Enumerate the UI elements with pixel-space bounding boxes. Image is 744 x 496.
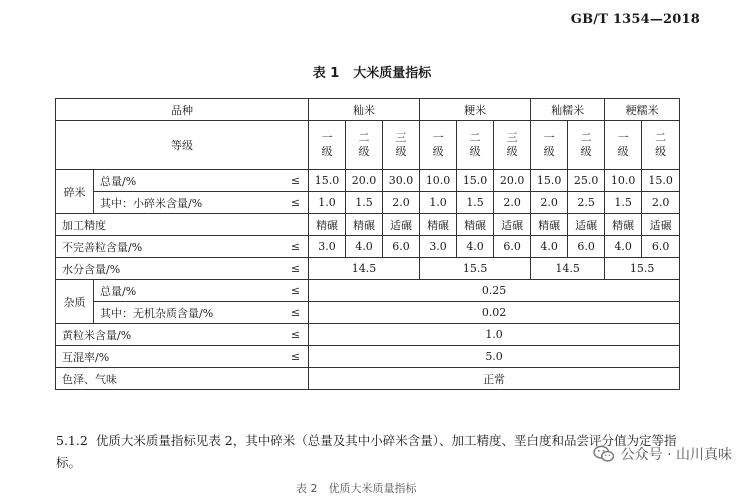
table-cell: 4.0 (457, 236, 494, 258)
wechat-icon (593, 445, 615, 463)
grade-cell: 三 级 (494, 121, 531, 170)
grade-label: 等级 (56, 121, 309, 170)
broken-total-row (56, 170, 680, 192)
table-cell: 4.0 (605, 236, 642, 258)
grade-cell: 一 级 (420, 121, 457, 170)
impurity-total-label: 总量/% (94, 280, 272, 302)
table-cell: 6.0 (642, 236, 680, 258)
variety-label: 品种 (56, 99, 309, 121)
table-cell: 2.0 (642, 192, 680, 214)
table-cell: 精碾 (457, 214, 494, 236)
variety-japonica-glutinous: 粳糯米 (605, 99, 680, 121)
impurity-total-row (56, 280, 680, 302)
watermark-text: 公众号 · 山川真味 (620, 447, 732, 463)
rice-quality-table (55, 98, 680, 390)
table-cell: 5.0 (309, 346, 680, 368)
table-cell: 2.0 (383, 192, 420, 214)
table-cell: 14.5 (531, 258, 605, 280)
table-cell: 4.0 (346, 236, 383, 258)
table-cell: 14.5 (309, 258, 420, 280)
table-number: 表 1 (312, 66, 340, 81)
table-cell: 精碾 (309, 214, 346, 236)
table-cell: 15.0 (457, 170, 494, 192)
table-cell: 精碾 (605, 214, 642, 236)
table-cell: 10.0 (605, 170, 642, 192)
grade-cell: 二 级 (346, 121, 383, 170)
variety-row (56, 99, 680, 121)
variety-indica-glutinous: 籼糯米 (531, 99, 605, 121)
le-symbol: ≤ (272, 236, 309, 258)
table-cell: 2.0 (531, 192, 568, 214)
grade-cell: 一 级 (531, 121, 568, 170)
table-cell: 1.0 (309, 192, 346, 214)
le-symbol: ≤ (272, 324, 309, 346)
table-cell: 精碾 (346, 214, 383, 236)
mixed-row (56, 346, 680, 368)
le-symbol: ≤ (272, 258, 309, 280)
table-cell: 4.0 (531, 236, 568, 258)
table-cell: 适碾 (494, 214, 531, 236)
le-symbol: ≤ (272, 346, 309, 368)
table-cell: 6.0 (494, 236, 531, 258)
grade-cell: 一 级 (309, 121, 346, 170)
table-cell: 正常 (309, 368, 680, 390)
milling-label: 加工精度 (56, 214, 309, 236)
grade-row (56, 121, 680, 170)
le-symbol: ≤ (272, 302, 309, 324)
broken-small-row (56, 192, 680, 214)
table-cell: 0.25 (309, 280, 680, 302)
section-number: 5.1.2 (56, 433, 88, 448)
table-cell: 15.5 (420, 258, 531, 280)
table-cell: 1.5 (605, 192, 642, 214)
yellow-row (56, 324, 680, 346)
moisture-row (56, 258, 680, 280)
section-text: 优质大米质量指标见表 2，其中碎米（总量及其中小碎米含量）、加工精度、垩白度和品尝评分值为定等指标。 (56, 433, 677, 470)
le-symbol: ≤ (272, 192, 309, 214)
table-cell: 20.0 (346, 170, 383, 192)
next-table-title-fragment: 表 2 优质大米质量指标 (296, 482, 417, 495)
table-cell: 30.0 (383, 170, 420, 192)
table-cell: 2.5 (568, 192, 605, 214)
impurity-inorganic-row (56, 302, 680, 324)
table-cell: 6.0 (568, 236, 605, 258)
grade-cell: 二 级 (642, 121, 680, 170)
table-cell: 1.5 (457, 192, 494, 214)
table-cell: 20.0 (494, 170, 531, 192)
imperfect-row (56, 236, 680, 258)
impurity-inorganic-label: 其中：无机杂质含量/% (94, 302, 272, 324)
table-cell: 精碾 (420, 214, 457, 236)
table-cell: 3.0 (420, 236, 457, 258)
table-cell: 15.0 (309, 170, 346, 192)
grade-cell: 二 级 (568, 121, 605, 170)
milling-row (56, 214, 680, 236)
color-row (56, 368, 680, 390)
table-cell: 1.0 (420, 192, 457, 214)
yellow-label: 黄粒米含量/% (56, 324, 272, 346)
table-cell: 适碾 (642, 214, 680, 236)
grade-cell: 二 级 (457, 121, 494, 170)
table-title-text: 大米质量指标 (353, 66, 432, 81)
broken-group-label: 碎米 (56, 170, 94, 214)
imperfect-label: 不完善粒含量/% (56, 236, 272, 258)
le-symbol: ≤ (272, 170, 309, 192)
impurity-group-label: 杂质 (56, 280, 94, 324)
table-cell: 适碾 (568, 214, 605, 236)
grade-cell: 三 级 (383, 121, 420, 170)
broken-small-label: 其中：小碎米含量/% (94, 192, 272, 214)
grade-cell: 一 级 (605, 121, 642, 170)
moisture-label: 水分含量/% (56, 258, 272, 280)
table-cell: 精碾 (531, 214, 568, 236)
standard-id: GB/T 1354—2018 (570, 12, 700, 27)
table-cell: 适碾 (383, 214, 420, 236)
variety-japonica: 粳米 (420, 99, 531, 121)
table-cell: 25.0 (568, 170, 605, 192)
table-cell: 2.0 (494, 192, 531, 214)
watermark (593, 444, 732, 464)
table-cell: 15.0 (531, 170, 568, 192)
variety-indica: 籼米 (309, 99, 420, 121)
table-title (0, 62, 744, 81)
table-cell: 1.5 (346, 192, 383, 214)
table-cell: 0.02 (309, 302, 680, 324)
le-symbol: ≤ (272, 280, 309, 302)
table-cell: 15.5 (605, 258, 680, 280)
table-cell: 15.0 (642, 170, 680, 192)
table-cell: 1.0 (309, 324, 680, 346)
table-cell: 3.0 (309, 236, 346, 258)
color-label: 色泽、气味 (56, 368, 309, 390)
broken-total-label: 总量/% (94, 170, 272, 192)
mixed-label: 互混率/% (56, 346, 272, 368)
table-cell: 10.0 (420, 170, 457, 192)
table-cell: 6.0 (383, 236, 420, 258)
